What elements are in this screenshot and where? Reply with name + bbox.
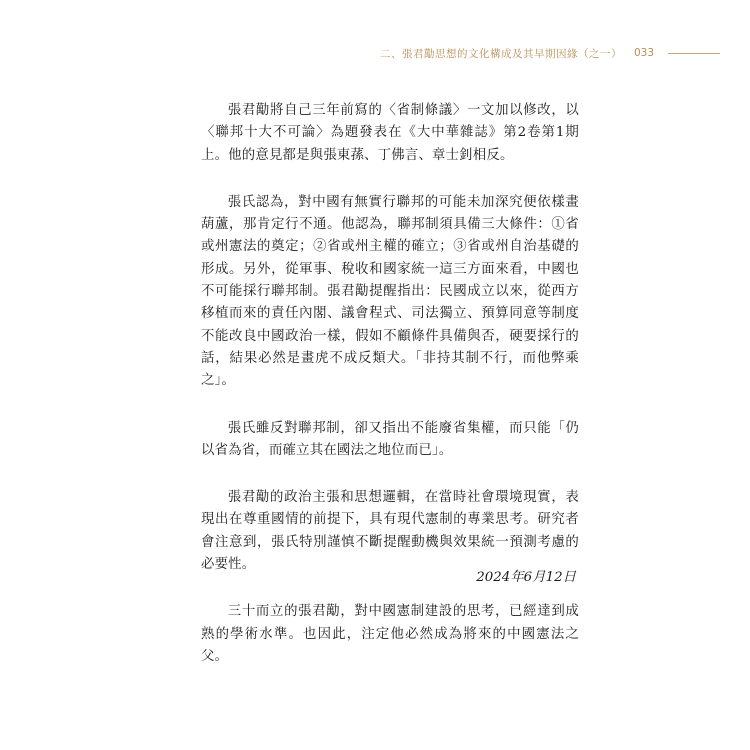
paragraph: 張氏認為，對中國有無實行聯邦的可能未加深究便依樣畫葫蘆，那肯定行不通。他認為，聯邦制須具備三大條件：①省或州憲法的奠定；②省或州主權的確立；③省或州自治基礎的形成。另外，從軍事、稅收和國家統一這三方面來看，中國也不可能採行聯邦制。張君勱提醒指出：民國成立以來，從西方移植而來的責任內閣、議會程式、司法獨立、預算同意等制度不能改良中國政治一樣，假如不顧條件具備與否，硬要採行的話，結果必然是畫虎不成反類犬。「非持其制不行，而他弊乘之」。 <box>201 194 579 389</box>
date-line: 2024年6月12日 <box>476 570 576 585</box>
body-text <box>201 100 579 693</box>
page-number: 033 <box>633 47 654 59</box>
paragraph: 三十而立的張君勱，對中國憲制建設的思考，已經達到成熟的學術水準。也因此，注定他必然成為將來的中國憲法之父。 <box>201 604 579 664</box>
running-header <box>300 44 720 62</box>
paragraph: 張氏雖反對聯邦制，卻又指出不能廢省集權，而只能「仍以省為省，而確立其在國法之地位而已」。 <box>201 420 579 458</box>
paragraph: 張君勱的政治主張和思想邏輯，在當時社會環境現實，表現出在尊重國情的前提下，具有現代憲制的專業思考。研究者會注意到，張氏特別謹慎不斷提醒動機與效果統一預測考慮的必要性。 <box>201 490 579 573</box>
paragraph: 張君勱將自己三年前寫的〈省制條議〉一文加以修改，以〈聯邦十大不可論〉為題發表在《大中華雜誌》第2卷第1期上。他的意見都是與張東蓀、丁佛言、章士釗相反。 <box>201 103 579 163</box>
header-rule <box>668 53 720 54</box>
chapter-title: 二、張君勱思想的文化構成及其早期因緣（之一） <box>379 47 622 60</box>
